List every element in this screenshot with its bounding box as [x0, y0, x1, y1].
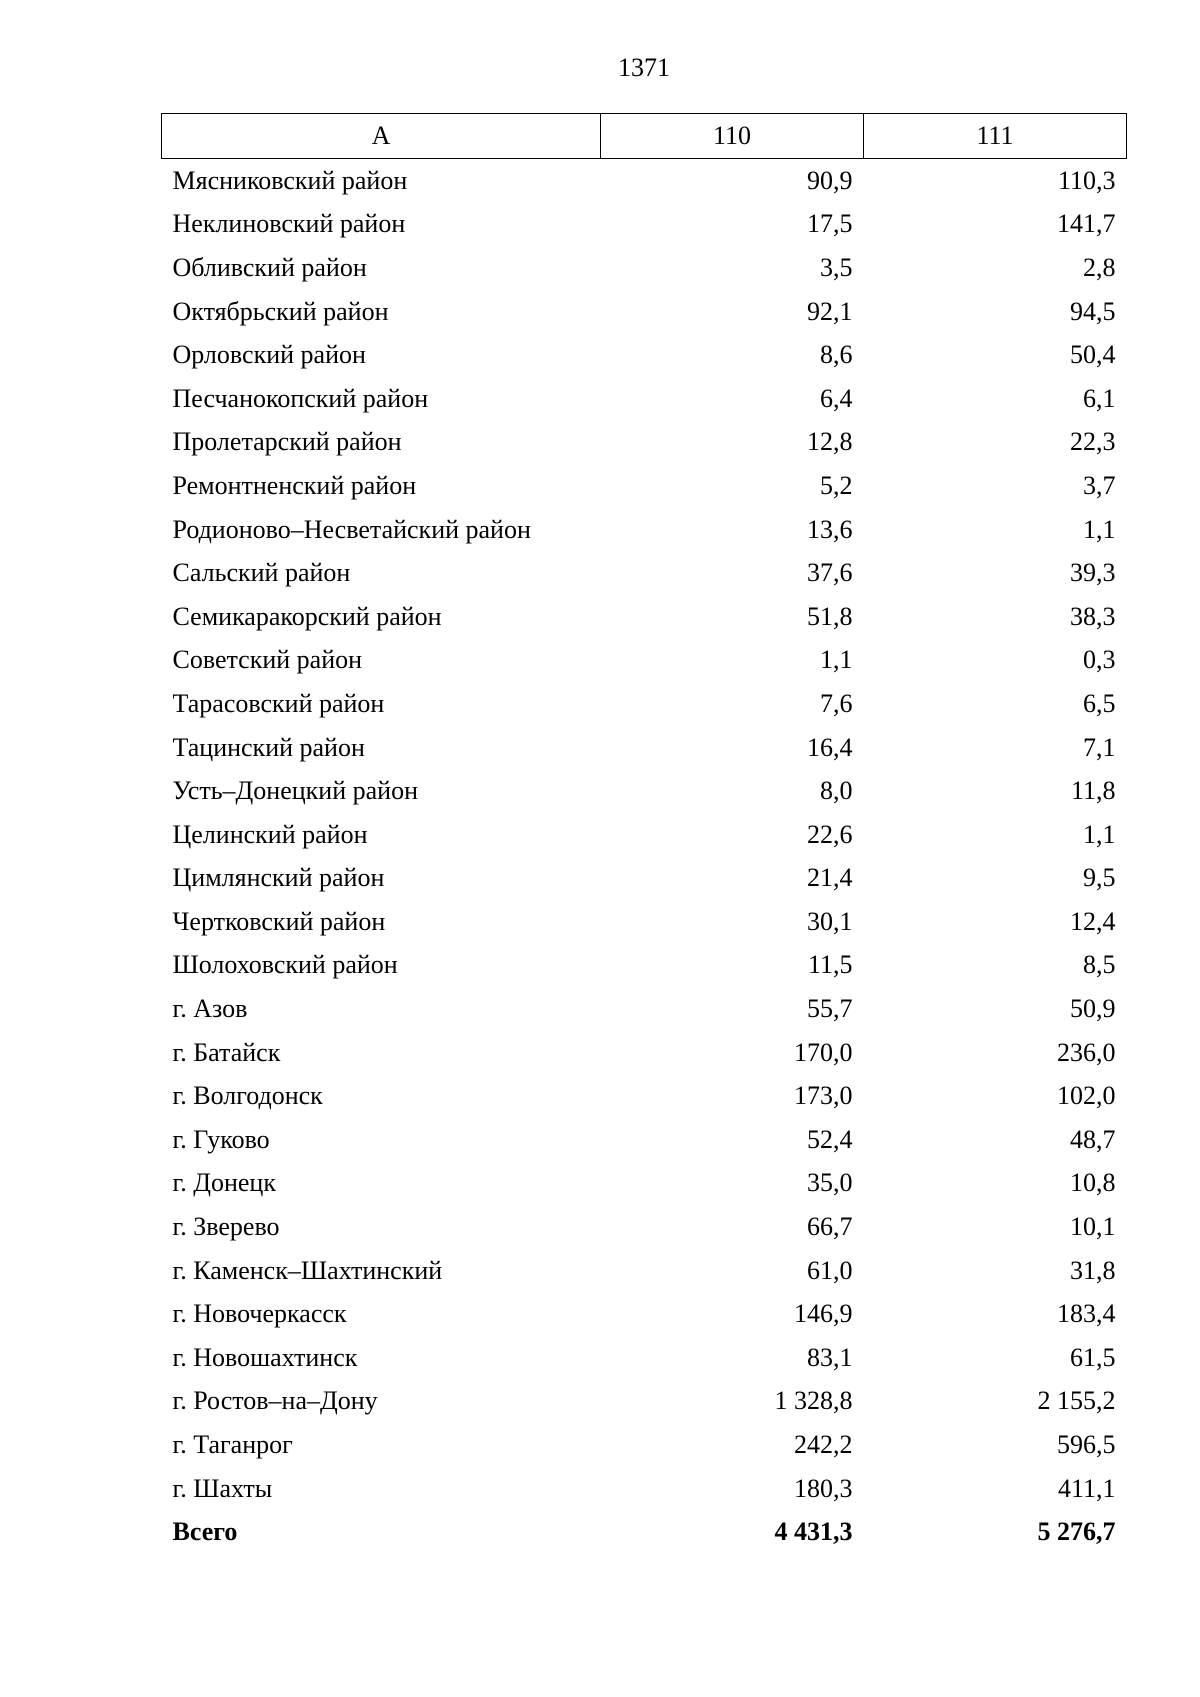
row-value-111: 12,4	[1070, 906, 1116, 936]
row-value-110: 7,6	[820, 688, 853, 718]
row-value-111: 1,1	[1083, 514, 1116, 544]
row-value-110: 6,4	[820, 383, 853, 413]
row-value-110: 8,6	[820, 340, 853, 370]
row-value-111: 10,8	[1070, 1168, 1116, 1198]
row-value-111: 61,5	[1070, 1342, 1116, 1372]
table-row	[162, 769, 1127, 813]
row-value-110: 8,0	[820, 776, 853, 806]
header-cell-a: А	[162, 114, 601, 159]
row-name: г. Каменск–Шахтинский	[172, 1255, 443, 1285]
row-name: Пролетарский район	[172, 427, 402, 457]
table-row	[162, 1162, 1127, 1206]
row-value-111: 6,1	[1083, 383, 1116, 413]
row-name: г. Зверево	[172, 1212, 280, 1242]
table-row	[162, 1292, 1127, 1336]
table-row	[162, 1467, 1127, 1511]
row-value-110: 12,8	[807, 427, 853, 457]
table-body	[162, 159, 1127, 1555]
row-value-110: 170,0	[794, 1037, 853, 1067]
total-value-110: 4 431,3	[774, 1517, 853, 1547]
total-label: Всего	[172, 1517, 238, 1547]
table-row	[162, 900, 1127, 944]
row-value-111: 8,5	[1083, 950, 1116, 980]
row-name: г. Донецк	[172, 1168, 276, 1198]
table-row	[162, 464, 1127, 508]
row-value-110: 30,1	[807, 906, 853, 936]
table-row	[162, 290, 1127, 334]
row-value-110: 3,5	[820, 252, 853, 282]
row-name: Орловский район	[172, 340, 366, 370]
row-value-111: 22,3	[1070, 427, 1116, 457]
row-name: Семикаракорский район	[172, 601, 442, 631]
table-row	[162, 203, 1127, 247]
row-value-111: 9,5	[1083, 863, 1116, 893]
row-name: Целинский район	[172, 819, 368, 849]
row-name: Тарасовский район	[172, 688, 385, 718]
row-value-111: 183,4	[1057, 1299, 1116, 1329]
row-name: г. Ростов–на–Дону	[172, 1386, 378, 1416]
row-name: Тацинский район	[172, 732, 365, 762]
table-row	[162, 1336, 1127, 1380]
row-name: Обливский район	[172, 252, 367, 282]
table-row	[162, 551, 1127, 595]
row-value-110: 92,1	[807, 296, 853, 326]
header-cell-111: 111	[864, 114, 1127, 159]
table-row	[162, 1031, 1127, 1075]
data-table-container	[161, 113, 1126, 1554]
table-row	[162, 421, 1127, 465]
row-value-110: 55,7	[807, 994, 853, 1024]
row-value-111: 2 155,2	[1037, 1386, 1116, 1416]
row-name: Чертковский район	[172, 906, 386, 936]
row-value-110: 21,4	[807, 863, 853, 893]
row-value-110: 1,1	[820, 645, 853, 675]
row-value-111: 39,3	[1070, 558, 1116, 588]
table-row	[162, 159, 1127, 203]
table-row	[162, 857, 1127, 901]
row-value-110: 5,2	[820, 470, 853, 500]
row-value-110: 35,0	[807, 1168, 853, 1198]
row-value-111: 31,8	[1070, 1255, 1116, 1285]
row-value-110: 37,6	[807, 558, 853, 588]
row-value-110: 52,4	[807, 1124, 853, 1154]
table-row	[162, 377, 1127, 421]
row-value-111: 1,1	[1083, 819, 1116, 849]
row-name: г. Гуково	[172, 1124, 270, 1154]
row-name: Мясниковский район	[172, 165, 408, 195]
row-value-111: 50,9	[1070, 994, 1116, 1024]
table-row	[162, 1074, 1127, 1118]
row-value-111: 10,1	[1070, 1212, 1116, 1242]
row-value-111: 236,0	[1057, 1037, 1116, 1067]
row-value-110: 180,3	[794, 1473, 853, 1503]
row-value-110: 146,9	[794, 1299, 853, 1329]
row-value-111: 7,1	[1083, 732, 1116, 762]
row-value-111: 48,7	[1070, 1124, 1116, 1154]
row-name: г. Батайск	[172, 1037, 281, 1067]
row-value-111: 94,5	[1070, 296, 1116, 326]
header-cell-110: 110	[601, 114, 864, 159]
table-row	[162, 508, 1127, 552]
row-value-111: 411,1	[1057, 1473, 1116, 1503]
table-row	[162, 1380, 1127, 1424]
total-row	[162, 1510, 1127, 1554]
table-header	[162, 114, 1127, 159]
table-row	[162, 944, 1127, 988]
row-value-110: 51,8	[807, 601, 853, 631]
row-value-110: 242,2	[794, 1430, 853, 1460]
row-name: Октябрьский район	[172, 296, 389, 326]
row-name: Родионово–Несветайский район	[172, 514, 531, 544]
row-name: Шолоховский район	[172, 950, 398, 980]
table-row	[162, 1249, 1127, 1293]
table-row	[162, 813, 1127, 857]
row-name: Цимлянский район	[172, 863, 385, 893]
row-value-111: 38,3	[1070, 601, 1116, 631]
table-row	[162, 726, 1127, 770]
row-name: Усть–Донецкий район	[172, 776, 418, 806]
total-value-111: 5 276,7	[1037, 1517, 1116, 1547]
table-row	[162, 595, 1127, 639]
row-value-110: 22,6	[807, 819, 853, 849]
table-row	[162, 987, 1127, 1031]
row-value-110: 1 328,8	[774, 1386, 853, 1416]
row-value-111: 6,5	[1083, 688, 1116, 718]
table-row	[162, 639, 1127, 683]
row-name: г. Волгодонск	[172, 1081, 323, 1111]
table-row	[162, 1423, 1127, 1467]
row-value-111: 0,3	[1083, 645, 1116, 675]
row-value-111: 11,8	[1070, 776, 1116, 806]
row-value-111: 110,3	[1057, 165, 1116, 195]
page-number: 1371	[618, 53, 670, 82]
row-value-111: 141,7	[1057, 209, 1116, 239]
row-name: г. Азов	[172, 994, 248, 1024]
row-value-111: 596,5	[1057, 1430, 1116, 1460]
row-value-110: 13,6	[807, 514, 853, 544]
header-row	[162, 114, 1127, 159]
row-name: Неклиновский район	[172, 209, 406, 239]
row-value-110: 16,4	[807, 732, 853, 762]
row-name: Советский район	[172, 645, 363, 675]
table-row	[162, 333, 1127, 377]
row-value-111: 2,8	[1083, 252, 1116, 282]
row-value-110: 173,0	[794, 1081, 853, 1111]
data-table	[161, 113, 1127, 1554]
row-value-110: 61,0	[807, 1255, 853, 1285]
row-value-110: 11,5	[807, 950, 853, 980]
row-value-111: 102,0	[1057, 1081, 1116, 1111]
table-row	[162, 1205, 1127, 1249]
table-row	[162, 246, 1127, 290]
row-name: г. Новочеркасск	[172, 1299, 347, 1329]
row-name: г. Шахты	[172, 1473, 273, 1503]
row-name: Ремонтненский район	[172, 470, 417, 500]
row-value-111: 3,7	[1083, 470, 1116, 500]
row-name: Сальский район	[172, 558, 351, 588]
row-name: Песчанокопский район	[172, 383, 429, 413]
table-row	[162, 682, 1127, 726]
row-name: г. Новошахтинск	[172, 1342, 358, 1372]
row-value-110: 90,9	[807, 165, 853, 195]
row-value-110: 83,1	[807, 1342, 853, 1372]
row-value-111: 50,4	[1070, 340, 1116, 370]
row-value-110: 17,5	[807, 209, 853, 239]
row-name: г. Таганрог	[172, 1430, 293, 1460]
table-row	[162, 1118, 1127, 1162]
row-value-110: 66,7	[807, 1212, 853, 1242]
